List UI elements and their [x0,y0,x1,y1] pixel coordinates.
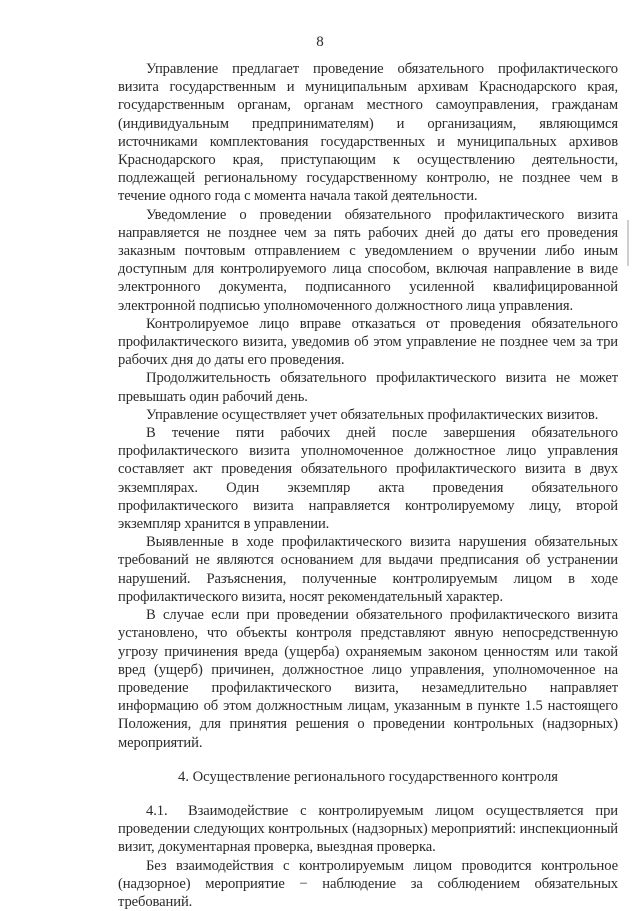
page-number: 8 [316,34,324,50]
paragraph-right-to-refuse: Контролируемое лицо вправе отказаться от проведения обязательного профилактического визита, уведомив об этом управление не позднее чем за три рабочих дня до даты его проведения. [118,315,618,369]
paragraph-preventive-visit-offer: Управление предлагает проведение обязательного профилактического визита государственным и муниципальным архивам Краснодарского края, государственным органам, органам местного самоуправления, гражданам (индивидуальным предпринимателям) и организациям, являющимся источниками комплектования государственных и муниципальных архивов Краснодарского края, приступающим к осуществлению деятельности, подлежащей региональному государственному контролю, не позднее чем в течение одного года с момента начала такой деятельности. [118,61,618,205]
paragraph-threat-of-harm: В случае если при проведении обязательного профилактического визита установлено, что объекты контроля представляют явную непосредственную угрозу причинения вреда (ущерба) охраняемым законом ценностям или такой вред (ущерб) причинен, должностное лицо управления, уполномоченное на проведение профилактического визита, незамедлительно направляет информацию об этом должностным лицам, указанным в пункте 1.5 настоящего Положения, для принятия решения о проведении контрольных (надзорных) мероприятий. [118,607,618,751]
paragraph-visit-accounting: Управление осуществляет учет обязательных профилактических визитов. [146,406,599,423]
section-heading: 4. Осуществление регионального государственного контроля [178,768,558,785]
paragraph-visit-act: В течение пяти рабочих дней после завершения обязательного профилактического визита уполномоченное должностное лицо управления составляет акт проведения обязательного профилактического визита в двух экземплярах. Один экземпляр акта проведения обязательного профилактического визита направляется контролируемому лицу, второй экземпляр хранится в управлении. [118,425,618,533]
paragraph-visit-duration: Продолжительность обязательного профилактического визита не может превышать один рабочий день. [118,370,618,405]
clause-number: 4.1. [146,802,168,819]
paragraph-violations-found: Выявленные в ходе профилактического визита нарушения обязательных требований не являются основанием для выдачи предписания об устранении нарушений. Разъяснения, полученные контролируемым лицом в ходе профилактического визита, носят рекомендательный характер. [118,534,618,605]
scan-margin-mark [627,220,629,266]
document-body [118,60,618,911]
paragraph-visit-notification: Уведомление о проведении обязательного профилактического визита направляется не позднее чем за пять рабочих дней до даты его проведения заказным почтовым отправлением с уведомлением о вручении либо иным доступным для контролируемого лица способом, включая направление в виде электронного документа, подписанного усиленной квалифицированной электронной подписью уполномоченного должностного лица управления. [118,206,618,314]
clause-text: Взаимодействие с контролируемым лицом осуществляется при проведении следующих контрольных (надзорных) мероприятий: инспекционный визит, документарная проверка, выездная проверка. [118,802,618,856]
paragraph-observation: Без взаимодействия с контролируемым лицом проводится контрольное (надзорное) мероприятие − наблюдение за соблюдением обязательных требований. [118,857,618,910]
clause-4-1 [118,802,618,857]
